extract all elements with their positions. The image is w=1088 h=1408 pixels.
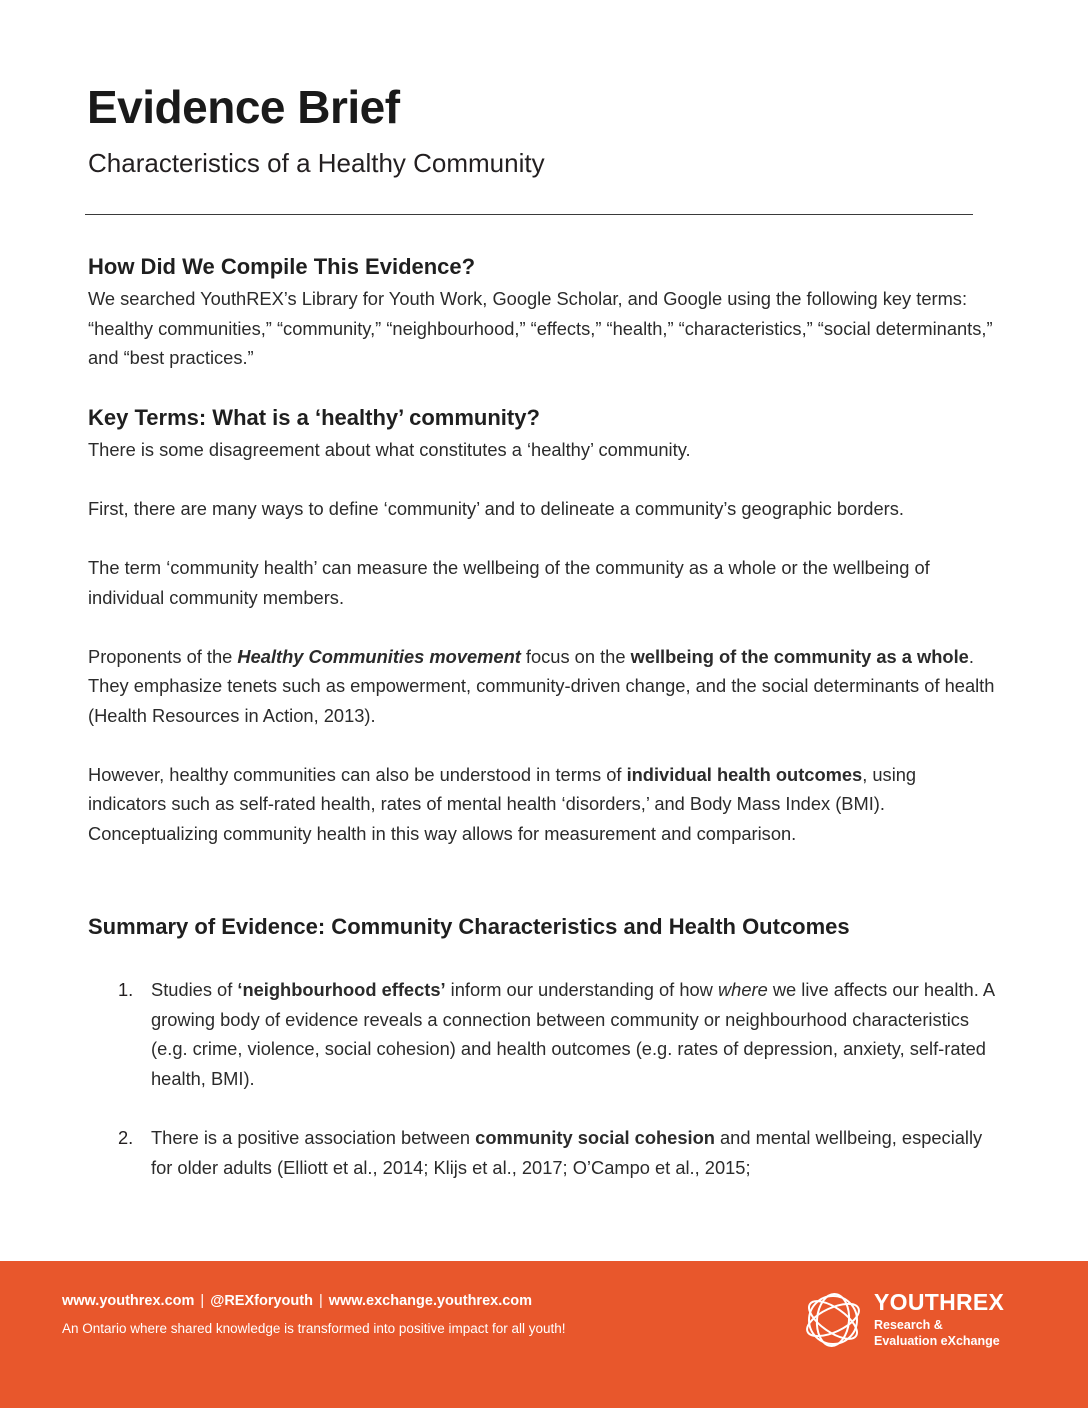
document-title: Evidence Brief xyxy=(87,81,400,133)
key-terms-paragraph-5 xyxy=(88,760,998,849)
p5-text-a: However, healthy communities can also be understood in terms of xyxy=(88,763,627,785)
p4-text-a: Proponents of the xyxy=(88,645,238,667)
exchange-website-link[interactable]: www.exchange.youthrex.com xyxy=(328,1293,533,1309)
item1-text-c: inform our understanding of how xyxy=(445,979,718,1000)
item2-text-a: There is a positive association between xyxy=(151,1127,476,1148)
list-item-number: 2. xyxy=(118,1127,134,1148)
compile-body: We searched YouthREX’s Library for Youth Work, Google Scholar, and Google using the following key terms: “healthy communities,” “community,” “neighbourhood,” “effects,” “health,” “characteristics,” “social determinants,” and “best practices.” xyxy=(88,288,993,368)
key-terms-heading: Key Terms: What is a ‘healthy’ community? xyxy=(88,405,540,430)
key-terms-paragraph-1: There is some disagreement about what constitutes a ‘healthy’ community. xyxy=(88,439,691,460)
header-divider xyxy=(85,214,973,215)
link-separator: | xyxy=(200,1293,205,1309)
compile-section xyxy=(88,250,998,373)
compile-heading: How Did We Compile This Evidence? xyxy=(88,254,476,279)
key-terms-paragraph-2: First, there are many ways to define ‘community’ and to delineate a community’s geographic borders. xyxy=(88,498,904,519)
logo-wordmark: YOUTHREX xyxy=(874,1289,1005,1315)
footer-tagline: An Ontario where shared knowledge is transformed into positive impact for all youth! xyxy=(62,1321,566,1336)
summary-heading: Summary of Evidence: Community Characteristics and Health Outcomes xyxy=(88,914,850,939)
key-terms-section xyxy=(88,401,998,848)
healthy-communities-movement-emphasis: Healthy Communities movement xyxy=(237,645,521,667)
youthrex-logo xyxy=(800,1287,1020,1357)
neighbourhood-effects-emphasis: ‘neighbourhood effects’ xyxy=(237,979,446,1000)
p4-text-e: . They emphasize tenets such as empowerment, community-driven change, and the social determinants of health (Health Resources in Action, 2013). xyxy=(88,645,995,726)
logo-subtitle-line-1: Research & xyxy=(874,1318,943,1332)
footer-links xyxy=(62,1293,532,1309)
logo-subtitle-line-2: Evaluation eXchange xyxy=(874,1334,1000,1348)
community-social-cohesion-emphasis: community social cohesion xyxy=(475,1127,715,1148)
key-terms-paragraph-3: The term ‘community health’ can measure the wellbeing of the community as a whole or the wellbeing of individual community members. xyxy=(88,557,930,608)
link-separator: | xyxy=(318,1293,323,1309)
item2-text-c: and mental wellbeing, especially for older adults (Elliott et al., 2014; Klijs et al., 2017; O’Campo et al., 2015; xyxy=(151,1127,983,1178)
item1-text-e: we live affects our health. A growing body of evidence reveals a connection between community or neighbourhood characteristics (e.g. crime, violence, social cohesion) and health outcomes (e.g. rates of depression, anxiety, self-rated health, BMI). xyxy=(151,979,995,1089)
list-item-text xyxy=(151,975,1001,1093)
wellbeing-whole-emphasis: wellbeing of the community as a whole xyxy=(630,645,969,667)
list-item-number: 1. xyxy=(118,979,134,1000)
social-handle-link[interactable]: @REXforyouth xyxy=(210,1293,313,1309)
summary-section xyxy=(88,910,998,944)
website-link[interactable]: www.youthrex.com xyxy=(62,1293,195,1309)
item1-text-a: Studies of xyxy=(151,979,238,1000)
orbit-rings-icon xyxy=(800,1287,866,1353)
list-item-text xyxy=(151,1123,1001,1182)
footer-banner xyxy=(0,1261,1088,1408)
key-terms-paragraph-4 xyxy=(88,642,998,731)
where-emphasis: where xyxy=(717,979,768,1000)
p4-text-c: focus on the xyxy=(520,645,631,667)
p5-text-c: , using indicators such as self-rated health, rates of mental health ‘disorders,’ and Body Mass Index (BMI). Conceptualizing community health in this way allows for measurement and comparison. xyxy=(88,763,917,844)
document-subtitle: Characteristics of a Healthy Community xyxy=(88,148,545,178)
individual-health-outcomes-emphasis: individual health outcomes xyxy=(626,763,863,785)
